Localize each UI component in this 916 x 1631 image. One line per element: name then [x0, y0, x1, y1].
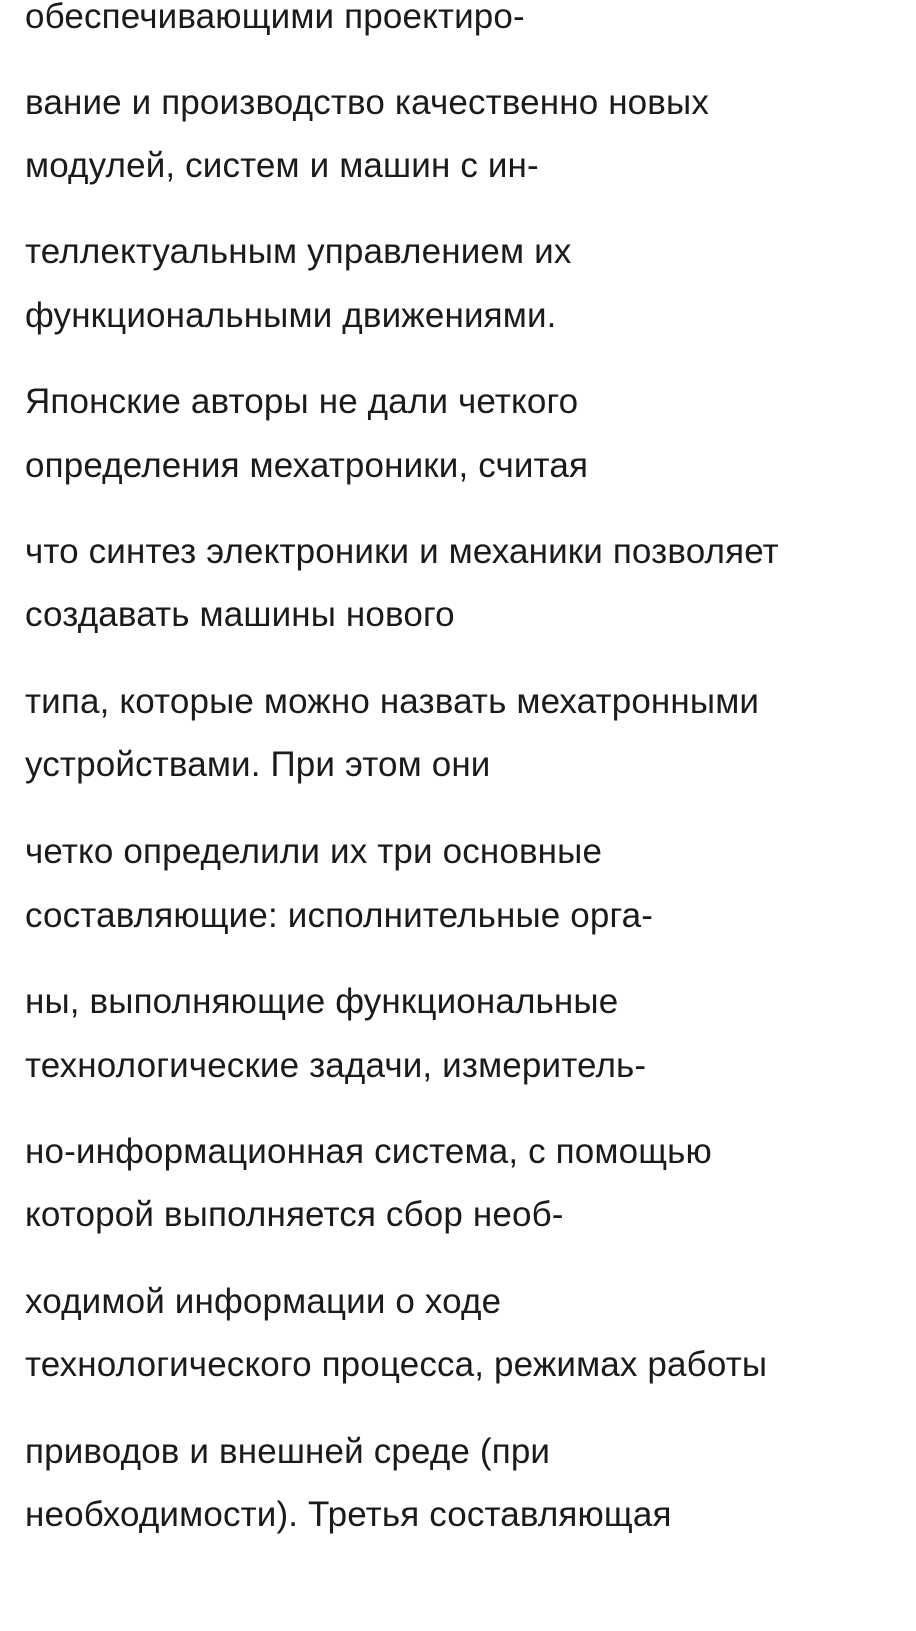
- text-line: теллектуальным управлением их: [25, 232, 572, 271]
- text-line: функциональными движениями.: [25, 296, 557, 335]
- text-line: ходимой информации о ходе: [25, 1282, 502, 1321]
- text-line: четко определили их три основные: [25, 832, 603, 871]
- text-line: приводов и внешней среде (при: [25, 1432, 551, 1471]
- text-line: ны, выполняющие функциональные: [25, 982, 619, 1021]
- text-line: необходимости). Третья составляющая: [25, 1495, 672, 1534]
- text-line: технологические задачи, измеритель-: [25, 1046, 647, 1085]
- text-line: обеспечивающими проектиро-: [25, 0, 525, 36]
- text-line: устройствами. При этом они: [25, 745, 491, 784]
- text-line: но-информационная система, с помощью: [25, 1132, 712, 1171]
- text-line: создавать машины нового: [25, 595, 455, 634]
- text-line: вание и производство качественно новых: [25, 83, 709, 122]
- text-line: составляющие: исполнительные орга-: [25, 896, 654, 935]
- text-line: Японские авторы не дали четкого: [25, 382, 579, 421]
- text-line: определения мехатроники, считая: [25, 446, 589, 485]
- text-line: типа, которые можно назвать мехатронными: [25, 682, 760, 721]
- text-line: что синтез электроники и механики позволяет: [25, 532, 779, 571]
- text-line: которой выполняется сбор необ-: [25, 1195, 564, 1234]
- text-line: модулей, систем и машин с ин-: [25, 146, 539, 185]
- text-line: технологического процесса, режимах работы: [25, 1345, 768, 1384]
